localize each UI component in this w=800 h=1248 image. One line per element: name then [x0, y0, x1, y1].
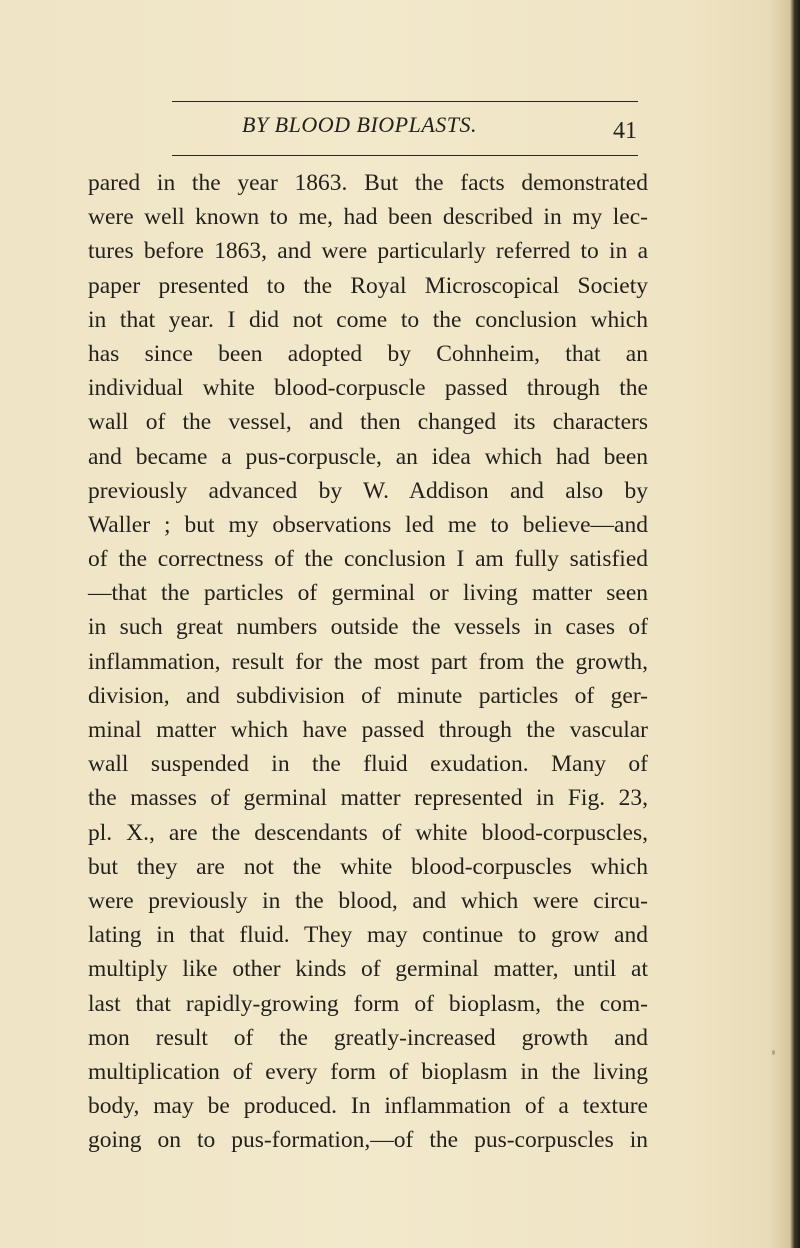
- text-line: and became a pus-corpuscle, an idea which had been: [88, 443, 648, 470]
- text-line: pl. X., are the descendants of white blood-corpuscles,: [88, 819, 648, 846]
- text-line: division, and subdivision of minute particles of ger-: [88, 682, 648, 709]
- text-line: wall suspended in the fluid exudation. Many of: [88, 751, 648, 778]
- text-line: individual white blood-corpuscle passed through the: [88, 375, 648, 402]
- header-rule-bottom: [172, 155, 638, 156]
- text-line: wall of the vessel, and then changed its characters: [88, 409, 648, 436]
- text-line: has since been adopted by Cohnheim, that an: [88, 340, 648, 367]
- text-line: tures before 1863, and were particularly referred to in a: [88, 238, 648, 265]
- text-line: going on to pus-formation,—of the pus-corpuscles in: [88, 1127, 648, 1154]
- text-line: —that the particles of germinal or living matter seen: [88, 580, 648, 607]
- body-text: [88, 166, 648, 1157]
- text-line: paper presented to the Royal Microscopical Society: [88, 272, 648, 299]
- text-line: in that year. I did not come to the conclusion which: [88, 306, 648, 333]
- text-line: minal matter which have passed through the vascular: [88, 717, 648, 743]
- running-title: BY BLOOD BIOPLASTS.: [242, 112, 478, 137]
- text-line: in such great numbers outside the vessels in cases of: [88, 614, 648, 641]
- text-line: of the correctness of the conclusion I am fully satisfied: [88, 546, 648, 573]
- text-line: lating in that fluid. They may continue to grow and: [88, 922, 648, 949]
- text-line: the masses of germinal matter represented in Fig. 23,: [88, 785, 648, 812]
- paper-speck: [772, 1050, 775, 1055]
- text-line: mon result of the greatly-increased growth and: [88, 1024, 648, 1051]
- text-line: body, may be produced. In inflammation of a texture: [88, 1093, 648, 1120]
- text-line: multiply like other kinds of germinal matter, until at: [88, 956, 648, 983]
- text-line: multiplication of every form of bioplasm in the living: [88, 1058, 648, 1085]
- text-line: Waller ; but my observations led me to believe—and: [88, 511, 648, 538]
- text-line: previously advanced by W. Addison and also by: [88, 477, 648, 504]
- text-line: pared in the year 1863. But the facts demonstrated: [88, 170, 648, 196]
- page-number: 41: [613, 118, 637, 144]
- page-edge-shadow: [790, 0, 800, 1248]
- text-line: were previously in the blood, and which were circu-: [88, 887, 648, 914]
- text-line: but they are not the white blood-corpuscles which: [88, 853, 648, 880]
- text-line: were well known to me, had been described in my lec-: [88, 204, 648, 231]
- text-line: inflammation, result for the most part from the growth,: [88, 648, 648, 675]
- header-rule-top: [172, 101, 638, 102]
- text-line: last that rapidly-growing form of bioplasm, the com-: [88, 990, 648, 1017]
